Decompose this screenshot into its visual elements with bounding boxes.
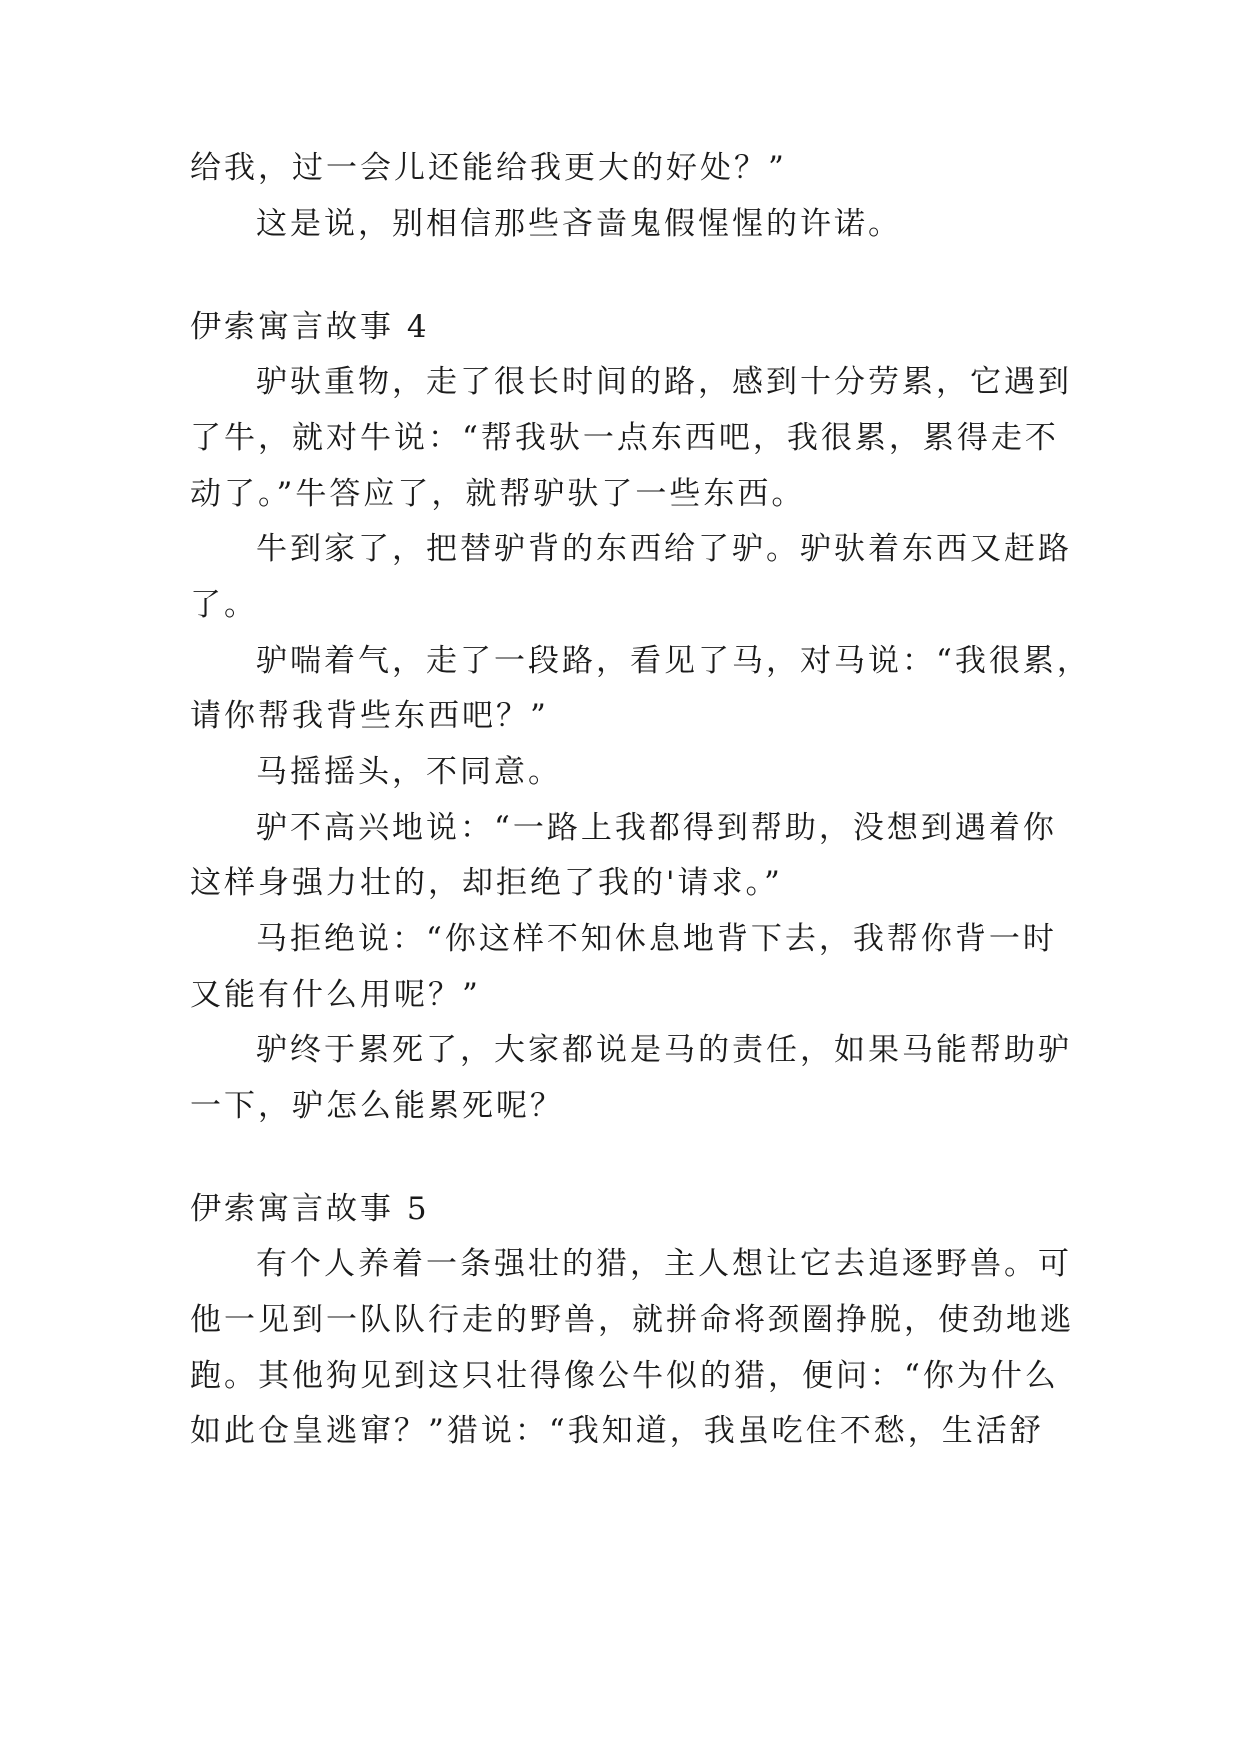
text-line: 给我，过一会儿还能给我更大的好处？” [190, 150, 787, 186]
text-line: 驴不高兴地说：“一路上我都得到帮助，没想到遇着你 [256, 810, 1057, 846]
text-line: 驴驮重物，走了很长时间的路，感到十分劳累，它遇到 [256, 364, 1072, 400]
text-line: 了牛，就对牛说：“帮我驮一点东西吧，我很累，累得走不 [190, 420, 1059, 456]
text-line: 马摇摇头，不同意。 [256, 754, 562, 790]
text-line: 了。 [190, 587, 258, 623]
text-line: 这是说，别相信那些吝啬鬼假惺惺的许诺。 [256, 206, 902, 242]
text-line: 牛到家了，把替驴背的东西给了驴。驴驮着东西又赶路 [256, 531, 1072, 567]
text-line: 有个人养着一条强壮的猎，主人想让它去追逐野兽。可 [256, 1246, 1072, 1282]
text-line: 请你帮我背些东西吧？” [190, 698, 549, 734]
text-line: 他一见到一队队行走的野兽，就拼命将颈圈挣脱，使劲地逃 [190, 1302, 1074, 1338]
section-heading: 伊索寓言故事 4 [190, 309, 430, 345]
text-line: 这样身强力壮的，却拒绝了我的'请求。” [190, 865, 783, 901]
text-line: 一下，驴怎么能累死呢？ [190, 1088, 564, 1124]
text-line: 马拒绝说：“你这样不知休息地背下去，我帮你背一时 [256, 921, 1057, 957]
text-line: 动了。”牛答应了，就帮驴驮了一些东西。 [190, 476, 806, 512]
text-line: 如此仓皇逃窜？”猎说：“我知道，我虽吃住不愁，生活舒 [190, 1413, 1044, 1449]
text-line: 又能有什么用呢？” [190, 977, 481, 1013]
text-line: 驴终于累死了，大家都说是马的责任，如果马能帮助驴 [256, 1032, 1072, 1068]
section-heading: 伊索寓言故事 5 [190, 1191, 430, 1227]
text-line: 跑。其他狗见到这只壮得像公牛似的猎，便问：“你为什么 [190, 1358, 1059, 1394]
text-line: 驴喘着气，走了一段路，看见了马，对马说：“我很累， [256, 643, 1091, 679]
